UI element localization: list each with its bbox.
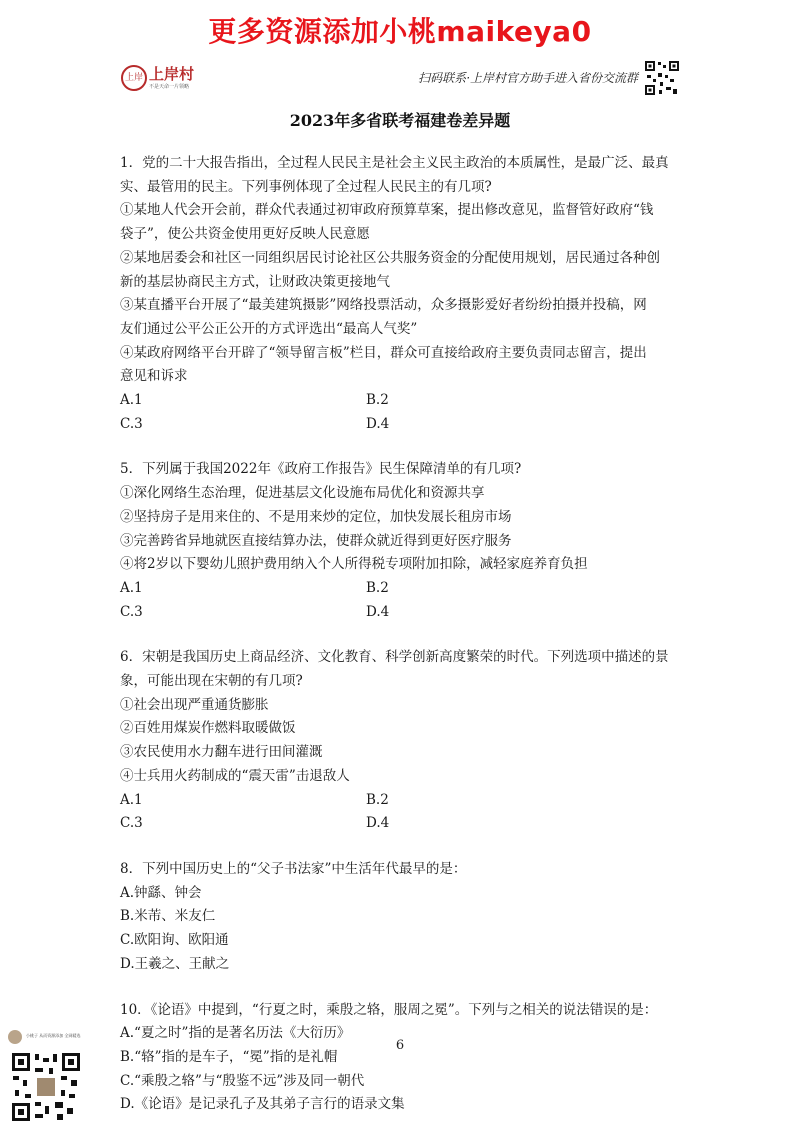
option: C.欧阳询、欧阳通	[120, 932, 229, 949]
question-line: ④某政府网络平台开辟了“领导留言板”栏目，群众可直接给政府主要负责同志留言，提出	[120, 344, 647, 361]
option: A.1	[120, 579, 143, 596]
option: B.2	[366, 392, 389, 409]
question-line: ④将2岁以下婴幼儿照护费用纳入个人所得税专项附加扣除，减轻家庭养育负担	[120, 556, 588, 573]
question-line: 友们通过公平公正公开的方式评选出“最高人气奖”	[120, 320, 418, 337]
question-line: 象，可能出现在宋朝的有几项?	[120, 673, 303, 690]
question-line: 10．《论语》中提到，“行夏之时，乘殷之辂，服周之冕”。下列与之相关的说法错误的是：	[120, 1001, 658, 1018]
options	[120, 1022, 680, 1117]
option: B.米芾、米友仁	[120, 908, 216, 925]
options	[120, 389, 680, 436]
logo-slogan: 不是天命一片领略	[149, 84, 190, 90]
question-line: ②坚持房子是用来住的、不是用来炒的定位，加快发展长租房市场	[120, 508, 512, 525]
option: C.“乘殷之辂”与“殷鉴不远”涉及同一朝代	[120, 1072, 365, 1089]
qr-code-icon	[644, 60, 680, 96]
question-line: 新的基层协商民主方式，让财政决策更接地气	[120, 273, 390, 290]
option: D.4	[366, 415, 390, 432]
contact-text: 扫码联系·上岸村官方助手进入省份交流群	[418, 71, 638, 85]
option: C.3	[120, 603, 143, 620]
options	[120, 577, 680, 624]
option: A.钟繇、钟会	[120, 884, 202, 901]
question	[120, 152, 680, 436]
qr-code-icon	[11, 1052, 81, 1122]
question-list	[120, 152, 680, 1139]
question-line: 袋子”，使公共资金使用更好反映人民意愿	[120, 226, 370, 243]
question-line: ②百姓用煤炭作燃料取暖做饭	[120, 720, 296, 737]
question	[120, 999, 680, 1118]
option: C.3	[120, 815, 143, 832]
question-line: 实、最管用的民主。下列事例体现了全过程人民民主的有几项?	[120, 178, 492, 195]
share-caption: 小桃子 从而资源添加 全网精选	[26, 1033, 81, 1038]
question	[120, 858, 680, 977]
question-line: ③某直播平台开展了“最美建筑摄影”网络投票活动，众多摄影爱好者纷纷拍摄并投稿，网	[120, 297, 647, 314]
question-line: ①深化网络生态治理，促进基层文化设施布局优化和资源共享	[120, 485, 485, 502]
logo-seal: 上岸	[121, 65, 147, 91]
option: A.“夏之时”指的是著名历法《大衍历》	[120, 1025, 351, 1042]
option: D.4	[366, 815, 390, 832]
option: B.2	[366, 579, 389, 596]
option: B.“辂”指的是车子，“冕”指的是礼帽	[120, 1048, 338, 1065]
option: D.4	[366, 603, 390, 620]
share-card	[8, 1030, 88, 1130]
page-number: 6	[395, 1038, 405, 1053]
options	[120, 882, 680, 977]
question-line: ④士兵用火药制成的“震天雷”击退敌人	[120, 767, 350, 784]
question-line: 6．宋朝是我国历史上商品经济、文化教育、科学创新高度繁荣的时代。下列选项中描述的景	[120, 649, 669, 666]
option: D.王羲之、王献之	[120, 955, 230, 972]
options	[120, 789, 680, 836]
question-line: ①某地人代会开会前，群众代表通过初审政府预算草案，提出修改意见，监督管好政府“钱	[120, 202, 654, 219]
option: C.3	[120, 415, 143, 432]
page-title: 2023年多省联考福建卷差异题	[289, 111, 511, 130]
option: B.2	[366, 791, 389, 808]
question-line: ③完善跨省异地就医直接结算办法，使群众就近得到更好医疗服务	[120, 532, 512, 549]
option: A.1	[120, 392, 143, 409]
question-line: 意见和诉求	[120, 368, 188, 385]
question-line: 1．党的二十大报告指出，全过程人民民主是社会主义民主政治的本质属性，是最广泛、最真	[120, 155, 669, 171]
question-line: ③农民使用水力翻车进行田间灌溉	[120, 744, 323, 761]
option: D.《论语》是记录孔子及其弟子言行的语录文集	[120, 1096, 405, 1113]
question	[120, 458, 680, 624]
brand-logo	[121, 63, 221, 93]
question-line: 8．下列中国历史上的“父子书法家”中生活年代最早的是：	[120, 860, 467, 877]
question-line: 5．下列属于我国2022年《政府工作报告》民生保障清单的有几项?	[120, 461, 522, 478]
question	[120, 646, 680, 836]
option: A.1	[120, 791, 143, 808]
question-line: ②某地居委会和社区一同组织居民讨论社区公共服务资金的分配使用规划，居民通过各种创	[120, 249, 660, 266]
logo-name: 上岸村	[149, 65, 195, 83]
promo-banner: 更多资源添加小桃maikeya0	[208, 15, 592, 48]
avatar	[8, 1030, 22, 1044]
question-line: ①社会出现严重通货膨胀	[120, 696, 269, 713]
